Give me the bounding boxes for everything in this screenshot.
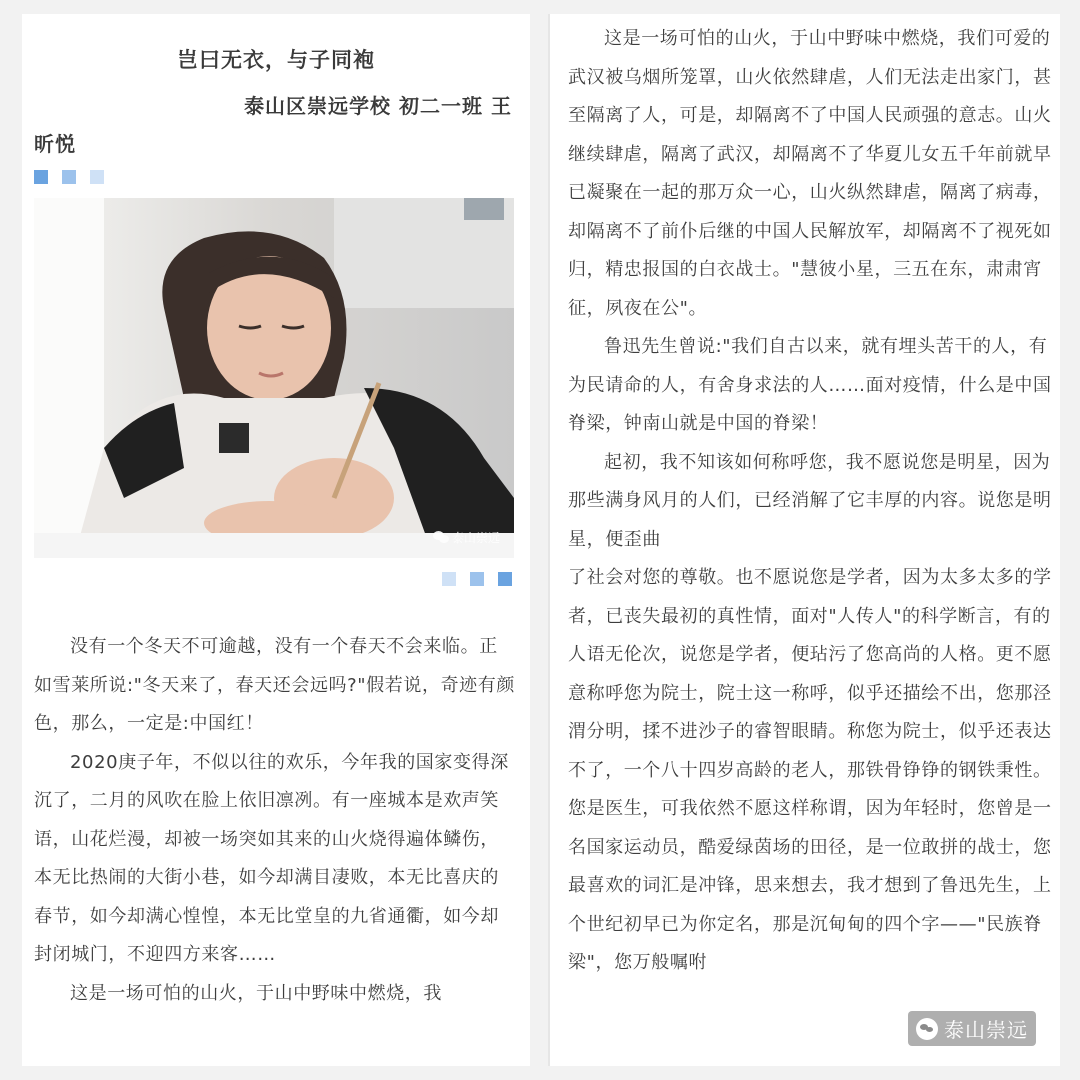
photo-illustration [34, 198, 514, 558]
paragraph: 这是一场可怕的山火，于山中野味中燃烧，我 [70, 982, 442, 1004]
decor-square-4 [442, 572, 456, 586]
paragraph: 起初，我不知该如何称呼您，我不愿说您是明星，因为那些满身风月的人们，已经消解了它丰厚的内容。说您是明星，便歪曲 [568, 451, 1052, 550]
wechat-icon [433, 531, 449, 544]
paragraph: 了社会对您的尊敬。也不愿说您是学者，因为太多太多的学者，已丧失最初的真性情，面对"人传人"的科学断言，有的人语无伦次，说您是学者，便玷污了您高尚的人格。更不愿意称呼您为院士，院士这一称呼，似乎还描绘不出，您那泾渭分明，揉不进沙子的睿智眼睛。称您为院士，似乎还表达不了，一个八十四岁高龄的老人，那铁骨铮铮的钢铁秉性。您是医生，可我依然不愿这样称谓，因为年轻时，您曾是一名国家运动员，酷爱绿茵场的田径，是一位敢拼的战士，您最喜欢的词汇是冲锋，思来想去，我才想到了鲁迅先生，上个世纪初早已为你定名，那是沉甸甸的四个字——"民族脊梁"，您万般嘱咐 [568, 567, 1052, 973]
decor-square-6 [498, 572, 512, 586]
wechat-watermark [908, 1011, 1036, 1046]
paragraph: 2020庚子年，不似以往的欢乐，今年我的国家变得深沉了，二月的风吹在脸上依旧凛冽。有一座城本是欢声笑语，山花烂漫，却被一场突如其来的山火烧得遍体鳞伤，本无比热闹的大街小巷，如今却满目凄败，本无比喜庆的春节，如今却满心惶惶，本无比堂皇的九省通衢，如今却封闭城门，不迎四方来客…… [34, 751, 509, 965]
page-cut-fade [22, 1044, 530, 1066]
paragraph: 这是一场可怕的山火，于山中野味中燃烧，我们可爱的武汉被乌烟所笼罩，山火依然肆虐，人们无法走出家门，甚至隔离了人，可是，却隔离不了中国人民顽强的意志。山火继续肆虐，隔离了武汉，却隔离不了华夏儿女五千年前就早已凝聚在一起的那万众一心，山火纵然肆虐，隔离了病毒，却隔离不了前仆后继的中国人民解放军，却隔离不了视死如归，精忠报国的白衣战士。"慧彼小星，三五在东，肃肃宵征，夙夜在公"。 [568, 28, 1052, 319]
paragraph: 没有一个冬天不可逾越，没有一个春天不会来临。正如雪莱所说:"冬天来了，春天还会远吗?"假若说，奇迹有颜色，那么，一定是:中国红！ [34, 636, 515, 734]
right-article-body [568, 20, 1052, 983]
photo-watermark [433, 529, 500, 546]
author-byline: 泰山区崇远学校 初二一班 王 [244, 94, 512, 118]
author-byline-continued: 昕悦 [34, 132, 76, 156]
watermark-text: 泰山崇远 [944, 1018, 1028, 1042]
right-article-page [548, 14, 1060, 1066]
article-title: 岂曰无衣，与子同袍 [177, 47, 375, 72]
photo-watermark-text: 泰山崇远 [451, 531, 500, 545]
student-writing-photo [34, 198, 514, 558]
decor-square-3 [90, 170, 104, 184]
wechat-logo-icon [916, 1018, 938, 1040]
decor-square-1 [34, 170, 48, 184]
left-article-body [34, 628, 516, 1013]
decor-square-2 [62, 170, 76, 184]
paragraph: 鲁迅先生曾说:"我们自古以来，就有埋头苦干的人，有为民请命的人，有舍身求法的人……面对疫情，什么是中国脊梁，钟南山就是中国的脊梁！ [568, 336, 1052, 434]
decor-square-5 [470, 572, 484, 586]
left-article-page [22, 14, 530, 1066]
page-cut-fade [550, 1044, 1060, 1066]
